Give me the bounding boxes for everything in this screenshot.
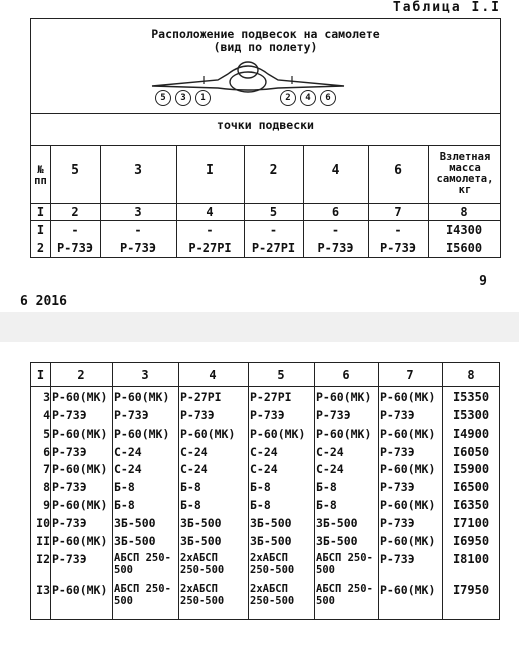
row-number: 8 <box>43 480 50 494</box>
table-cell: - <box>269 223 278 237</box>
col-number: I <box>36 205 45 219</box>
table-cell: Р-27РI <box>180 390 222 404</box>
table-cell: АБСП 250-500 <box>316 583 373 607</box>
col-number: 5 <box>269 205 278 219</box>
col-line <box>50 362 51 620</box>
row-number: I3 <box>36 583 50 597</box>
table-cell: - <box>394 223 402 237</box>
table-cell: Р-27РI <box>251 241 296 255</box>
table-cell: Р-60(МК) <box>316 390 372 404</box>
table-cell: Р-60(МК) <box>52 462 108 476</box>
table-cell: С-24 <box>250 445 278 459</box>
mass-cell: I4900 <box>452 427 490 441</box>
mass-cell: I8100 <box>452 552 490 566</box>
diagram-caption: Расположение подвесок на самолете <box>151 27 380 41</box>
table-cell: Р-73Э <box>180 408 215 422</box>
table-cell: Р-73Э <box>56 241 94 255</box>
table-cell: Р-60(МК) <box>52 427 108 441</box>
col-number: 6 <box>331 205 340 219</box>
table-cell: Б-8 <box>316 498 337 512</box>
table-cell: С-24 <box>114 445 142 459</box>
table-cell: Р-73Э <box>119 241 157 255</box>
table-cell: 2хАБСП 250-500 <box>250 583 295 607</box>
table-cell: Б-8 <box>180 480 201 494</box>
page-number: 9 <box>479 274 487 289</box>
mass-cell: I4300 <box>445 223 483 237</box>
mass-cell: I6050 <box>452 445 490 459</box>
table-cell: ЗБ-500 <box>316 534 358 548</box>
col-line <box>314 362 315 620</box>
table-cell: С-24 <box>180 445 208 459</box>
mass-cell: I7950 <box>452 583 490 597</box>
table-cell: АБСП 250-500 <box>316 552 373 576</box>
table-cell: Р-73Э <box>380 516 415 530</box>
hardpoint-6: 6 <box>320 90 336 106</box>
row-number: I2 <box>36 552 50 566</box>
table-cell: - <box>206 223 214 237</box>
row-number: 4 <box>43 408 50 422</box>
table-cell: С-24 <box>316 445 344 459</box>
row-number: 9 <box>43 498 50 512</box>
table-cell: Р-60(МК) <box>380 583 436 597</box>
point-header: 2 <box>269 163 278 178</box>
col-number: 3 <box>134 205 142 219</box>
table-cell: Р-73Э <box>52 445 87 459</box>
table-cell: Р-73Э <box>52 516 87 530</box>
table-cell: Р-60(МК) <box>380 462 436 476</box>
table-cell: Р-60(МК) <box>114 390 170 404</box>
hardpoint-2: 2 <box>280 90 296 106</box>
table-cell: Р-60(МК) <box>52 390 108 404</box>
table-label: Таблица I.I <box>392 0 501 15</box>
table-cell: Р-60(МК) <box>380 390 436 404</box>
table-cell: Р-73Э <box>317 241 354 255</box>
point-header: 3 <box>134 163 142 178</box>
table-cell: ЗБ-500 <box>250 516 292 530</box>
mass-header: Взлетная масса самолета, кг <box>436 151 494 196</box>
col-number: 2 <box>77 368 85 382</box>
mass-cell: I6500 <box>452 480 490 494</box>
table-cell: Р-27РI <box>188 241 232 255</box>
col-line <box>378 362 379 620</box>
mass-cell: I5600 <box>445 241 483 255</box>
rule <box>30 220 501 221</box>
table-cell: Р-73Э <box>52 480 87 494</box>
point-header: I <box>206 163 214 178</box>
table-cell: Р-73Э <box>52 408 87 422</box>
table-cell: 2хАБСП 250-500 <box>250 552 295 576</box>
table-cell: АБСП 250-500 <box>114 583 171 607</box>
table-cell: - <box>134 223 142 237</box>
point-header: 4 <box>331 163 340 178</box>
row-number: I0 <box>36 516 50 530</box>
margin-note: 6 2016 <box>20 294 67 309</box>
table-cell: Р-60(МК) <box>250 427 306 441</box>
rule <box>30 386 500 387</box>
table-cell: Б-8 <box>316 480 337 494</box>
mass-cell: I5900 <box>452 462 490 476</box>
table-cell: Р-60(МК) <box>380 498 436 512</box>
table-cell: Р-60(МК) <box>114 427 170 441</box>
table-cell: ЗБ-500 <box>114 516 156 530</box>
row-number-header: № пп <box>34 164 47 187</box>
table-cell: Р-27РI <box>250 390 292 404</box>
table-cell: Б-8 <box>114 498 135 512</box>
table-cell: Р-73Э <box>380 552 415 566</box>
col-number: 8 <box>460 205 468 219</box>
mass-cell: I7100 <box>452 516 490 530</box>
table-cell: Б-8 <box>180 498 201 512</box>
table-cell: ЗБ-500 <box>250 534 292 548</box>
row-number: 5 <box>43 427 50 441</box>
table-cell: Р-60(МК) <box>52 498 108 512</box>
col-number: 7 <box>406 368 414 382</box>
point-header: 5 <box>71 163 79 178</box>
table-cell: ЗБ-500 <box>180 516 222 530</box>
table-cell: - <box>71 223 79 237</box>
row-number: II <box>36 534 50 548</box>
table-cell: С-24 <box>114 462 142 476</box>
col-number: 7 <box>394 205 402 219</box>
row-number: 2 <box>36 241 45 255</box>
table-cell: С-24 <box>316 462 344 476</box>
table-cell: Р-73Э <box>380 408 415 422</box>
table-cell: - <box>331 223 340 237</box>
table-cell: Б-8 <box>250 480 271 494</box>
table-cell: ЗБ-500 <box>114 534 156 548</box>
col-number: I <box>36 368 45 382</box>
row-number: 7 <box>43 462 50 476</box>
hardpoint-4: 4 <box>300 90 316 106</box>
mass-cell: I5300 <box>452 408 490 422</box>
col-line <box>112 362 113 620</box>
row-number: I <box>36 223 45 237</box>
table-cell: АБСП 250-500 <box>114 552 171 576</box>
table-cell: Р-73Э <box>250 408 285 422</box>
col-number: 3 <box>141 368 149 382</box>
table-cell: Р-60(МК) <box>380 427 436 441</box>
table-cell: С-24 <box>250 462 278 476</box>
table-cell: Р-60(МК) <box>52 583 108 597</box>
table-cell: Р-73Э <box>52 552 87 566</box>
table-cell: Б-8 <box>114 480 135 494</box>
table-cell: ЗБ-500 <box>180 534 222 548</box>
col-number: 4 <box>209 368 217 382</box>
table-cell: Р-73Э <box>379 241 417 255</box>
hardpoint-3: 3 <box>175 90 191 106</box>
diagram-subcaption: (вид по полету) <box>213 40 318 54</box>
col-number: 2 <box>71 205 79 219</box>
page-break <box>0 312 519 342</box>
col-number: 6 <box>342 368 350 382</box>
table-cell: 2хАБСП 250-500 <box>180 583 225 607</box>
table-cell: С-24 <box>180 462 208 476</box>
row-number: 3 <box>43 390 50 404</box>
rule <box>30 203 501 204</box>
col-number: 8 <box>467 368 475 382</box>
table-cell: Р-60(МК) <box>52 534 108 548</box>
col-number: 5 <box>277 368 285 382</box>
left-hardpoints <box>155 90 215 106</box>
col-line <box>178 362 179 620</box>
col-line <box>248 362 249 620</box>
table-cell: Р-73Э <box>380 480 415 494</box>
hardpoint-1: 1 <box>195 90 211 106</box>
point-header: 6 <box>394 163 402 178</box>
points-caption: точки подвески <box>217 118 314 132</box>
table-cell: Р-73Э <box>316 408 351 422</box>
table-cell: Р-60(МК) <box>180 427 236 441</box>
table-cell: Р-73Э <box>380 445 415 459</box>
col-number: 4 <box>206 205 214 219</box>
table-cell: Р-73Э <box>114 408 149 422</box>
table-cell: ЗБ-500 <box>316 516 358 530</box>
table-cell: Р-60(МК) <box>380 534 436 548</box>
mass-cell: I6350 <box>452 498 490 512</box>
right-hardpoints <box>280 90 340 106</box>
rule <box>30 113 501 114</box>
mass-cell: I5350 <box>452 390 490 404</box>
row-number: 6 <box>43 445 50 459</box>
table-cell: Б-8 <box>250 498 271 512</box>
hardpoint-5: 5 <box>155 90 171 106</box>
table-cell: Р-60(МК) <box>316 427 372 441</box>
mass-cell: I6950 <box>452 534 490 548</box>
table-cell: 2хАБСП 250-500 <box>180 552 225 576</box>
